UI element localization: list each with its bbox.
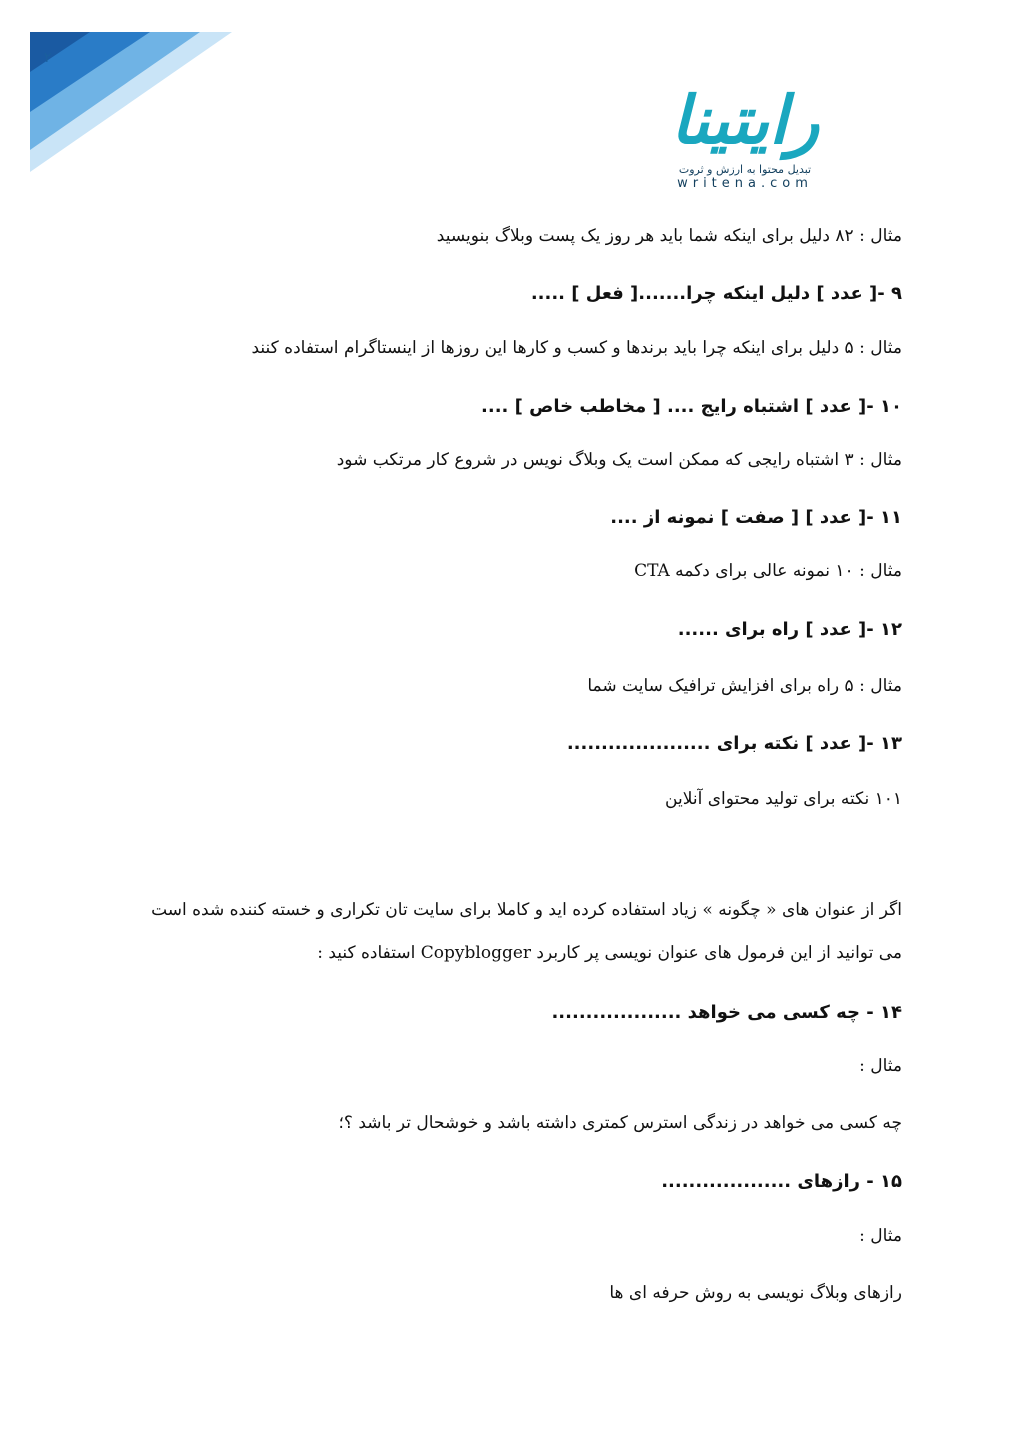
example-line: مثال : ۱۰ نمونه عالی برای دکمه CTA (634, 561, 902, 581)
example-line: مثال : ۳ اشتباه رایجی که ممکن است یک وبلاگ نویس در شروع کار مرتکب شود (336, 450, 902, 470)
example-label: مثال : (859, 1056, 902, 1076)
formula-heading: ۱۳ -[ عدد ] نکته برای ..................... (566, 733, 902, 754)
formula-heading: ۱۱ -[ عدد ] [ صفت ] نمونه از .... (610, 507, 902, 528)
logo-url: writena.com (677, 176, 813, 191)
formula-heading: ۱۰ -[ عدد ] اشتباه رایج .... [ مخاطب خاص ] .... (481, 396, 902, 417)
formula-heading: ۹ -[ عدد ] دلیل اینکه چرا.......[ فعل ] ..... (530, 283, 902, 304)
writena-logo (660, 78, 830, 200)
paragraph-line: می توانید از این فرمول های عنوان نویسی پر کاربرد Copyblogger استفاده کنید : (317, 943, 902, 963)
paragraph-line: اگر از عنوان های « چگونه » زیاد استفاده کرده اید و کاملا برای سایت تان تکراری و خسته کننده شده است (151, 900, 902, 920)
formula-heading: ۱۵ - رازهای ................... (661, 1171, 902, 1192)
example-line: چه کسی می خواهد در زندگی استرس کمتری داشته باشد و خوشحال تر باشد ؟؛ (338, 1113, 902, 1133)
corner-decoration (0, 0, 260, 200)
example-label: مثال : (859, 1226, 902, 1246)
example-line: رازهای وبلاگ نویسی به روش حرفه ای ها (609, 1283, 902, 1303)
logo-tagline: تبدیل محتوا به ارزش و ثروت (678, 163, 812, 176)
example-line: مثال : ۵ دلیل برای اینکه چرا باید برندها و کسب و کارها این روزها از اینستاگرام استفاده کنند (251, 338, 902, 358)
logo-mark: رایتینا (670, 82, 820, 159)
formula-heading: ۱۴ - چه کسی می خواهد ................... (551, 1002, 902, 1023)
example-line: مثال : ۸۲ دلیل برای اینکه شما باید هر روز یک پست وبلاگ بنویسید (436, 226, 902, 246)
example-line: مثال : ۵ راه برای افزایش ترافیک سایت شما (587, 676, 902, 696)
example-line: ۱۰۱ نکته برای تولید محتوای آنلاین (665, 789, 902, 809)
page-number: ۲ (44, 50, 52, 66)
formula-heading: ۱۲ -[ عدد ] راه برای ...... (677, 619, 902, 640)
